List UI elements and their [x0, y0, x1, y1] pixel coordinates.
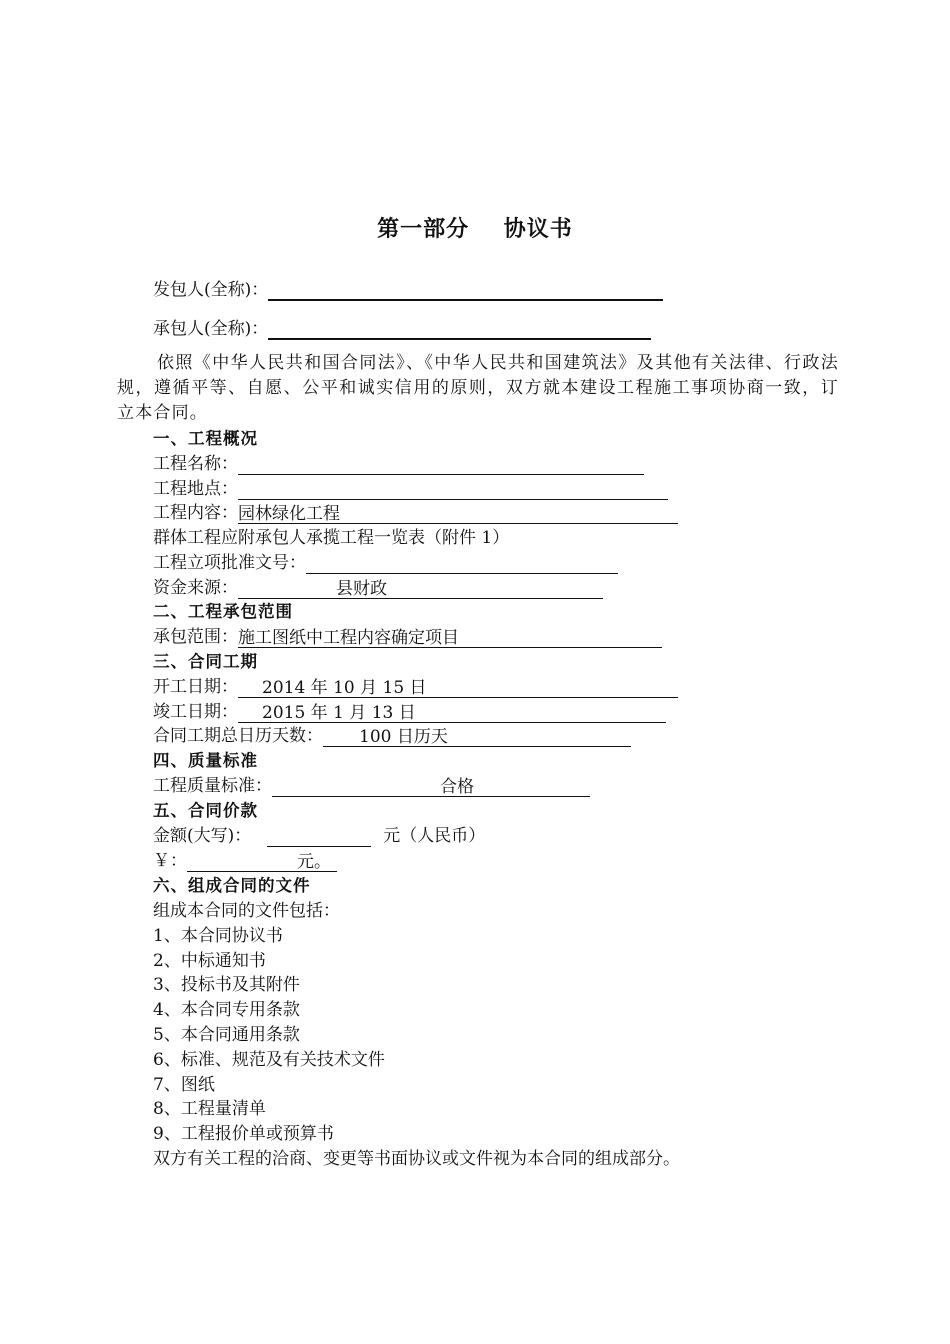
- end-date-row: [153, 701, 666, 723]
- funding-source-value: 县财政: [336, 579, 387, 599]
- project-location-label: 工程地点：: [153, 479, 238, 499]
- project-content-field: [238, 503, 678, 524]
- amount-words-row: [153, 825, 485, 847]
- project-name-blank: [238, 454, 644, 475]
- funding-source-label: 资金来源：: [153, 578, 238, 598]
- contractor-blank: [268, 318, 651, 340]
- amount-figures-field: [187, 851, 337, 872]
- project-content-label: 工程内容：: [153, 503, 238, 523]
- document-item: 9、工程报价单或预算书: [153, 1124, 334, 1144]
- start-date-field: [238, 677, 678, 698]
- section-2-heading: 二、工程承包范围: [153, 602, 293, 621]
- contractor-row: [153, 318, 651, 340]
- total-days-value: 100 日历天: [359, 727, 448, 747]
- project-name-label: 工程名称：: [153, 454, 238, 474]
- section-5-heading: 五、合同价款: [153, 801, 258, 820]
- project-content-row: [153, 502, 678, 524]
- employer-label: 发包人(全称)：: [153, 280, 269, 300]
- amount-words-blank: [267, 826, 371, 847]
- employer-row: [153, 279, 663, 301]
- end-date-value: 2015 年 1 月 13 日: [262, 703, 416, 723]
- project-name-row: [153, 453, 644, 475]
- project-location-blank: [238, 479, 668, 500]
- document-item: 3、投标书及其附件: [153, 975, 300, 995]
- document-item: 8、工程量清单: [153, 1099, 266, 1119]
- contractor-label: 承包人(全称)：: [153, 319, 269, 339]
- total-days-field: [323, 726, 631, 747]
- amount-figures-label: ￥：: [153, 851, 187, 871]
- section-6-heading: 六、组成合同的文件: [153, 876, 311, 895]
- section-4-heading: 四、质量标准: [153, 751, 258, 770]
- group-project-note: 群体工程应附承包人承揽工程一览表（附件 1）: [153, 528, 510, 548]
- page-title: 第一部分 协议书: [377, 217, 573, 242]
- end-date-label: 竣工日期：: [153, 702, 238, 722]
- document-item: 6、标准、规范及有关技术文件: [153, 1050, 385, 1070]
- quality-row: [153, 775, 590, 797]
- amount-figures-row: [153, 850, 337, 872]
- approval-number-blank: [306, 553, 618, 574]
- scope-field: [238, 627, 662, 648]
- document-item: 1、本合同协议书: [153, 926, 283, 946]
- project-location-row: [153, 478, 668, 500]
- quality-value: 合格: [440, 777, 474, 797]
- document-item: 2、中标通知书: [153, 951, 266, 971]
- documents-intro: 组成本合同的文件包括：: [153, 901, 340, 921]
- document-item: 5、本合同通用条款: [153, 1025, 300, 1045]
- employer-blank: [268, 279, 663, 301]
- approval-number-label: 工程立项批准文号：: [153, 553, 306, 573]
- start-date-value: 2014 年 10 月 15 日: [262, 678, 427, 698]
- end-date-field: [238, 702, 666, 723]
- document-item: 4、本合同专用条款: [153, 1000, 300, 1020]
- intro-paragraph: 依照《中华人民共和国合同法》、《中华人民共和国建筑法》及其他有关法律、行政法规，遵循平等、自愿、公平和诚实信用的原则，双方就本建设工程施工事项协商一致，订立本合同。: [117, 353, 839, 423]
- amount-words-label: 金额(大写)：: [153, 826, 252, 846]
- amount-words-unit: 元（人民币）: [383, 826, 486, 846]
- scope-value: 施工图纸中工程内容确定项目: [238, 628, 459, 648]
- start-date-row: [153, 676, 678, 698]
- funding-source-row: [153, 577, 603, 599]
- funding-source-field: [238, 578, 603, 599]
- total-days-row: [153, 725, 631, 747]
- amount-figures-unit: 元。: [297, 852, 331, 872]
- scope-row: [153, 626, 662, 648]
- section-3-heading: 三、合同工期: [153, 652, 258, 671]
- start-date-label: 开工日期：: [153, 677, 238, 697]
- scope-label: 承包范围：: [153, 627, 238, 647]
- section-1-heading: 一、工程概况: [153, 429, 258, 448]
- quality-field: [272, 776, 590, 797]
- project-content-value: 园林绿化工程: [238, 504, 340, 524]
- total-days-label: 合同工期总日历天数：: [153, 726, 323, 746]
- approval-number-row: [153, 552, 618, 574]
- quality-label: 工程质量标准：: [153, 776, 272, 796]
- document-item: 7、图纸: [153, 1075, 215, 1095]
- documents-closing: 双方有关工程的洽商、变更等书面协议或文件视为本合同的组成部分。: [153, 1149, 680, 1169]
